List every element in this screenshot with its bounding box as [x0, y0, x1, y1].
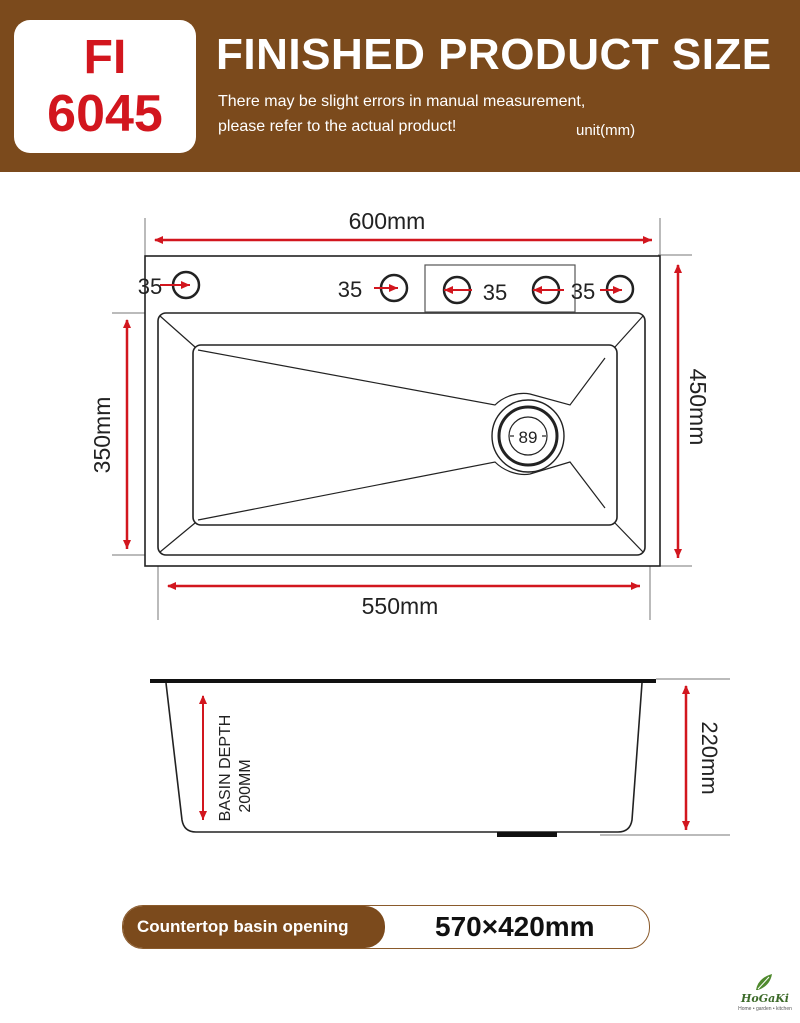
- drain-size-label: 89: [518, 428, 538, 447]
- countertop-opening-value: 570×420mm: [435, 911, 595, 942]
- countertop-opening-label-bg: [123, 906, 385, 948]
- hole-label-4: 35: [570, 279, 596, 304]
- model-prefix: FI: [83, 31, 127, 84]
- brand-tagline: Home • garden • kitchen: [738, 1006, 792, 1012]
- basin-width-label: 550mm: [361, 593, 439, 619]
- dimension-basin-width-550: [168, 586, 640, 619]
- height-label: 450mm: [685, 368, 711, 446]
- width-label: 600mm: [348, 208, 426, 234]
- leaf-icon: [754, 972, 776, 992]
- basin-height-label: 350mm: [89, 396, 115, 474]
- dimension-height-450: [678, 265, 711, 558]
- countertop-opening-label: Countertop basin opening: [137, 917, 349, 936]
- sink-side-view: [150, 679, 730, 837]
- basin-depth-label-line2: 200MM: [237, 759, 254, 813]
- side-drain: [497, 832, 557, 837]
- sink-top-view: [112, 218, 692, 620]
- measurement-note-line2: please refer to the actual product!: [218, 118, 457, 135]
- unit-label: unit(mm): [576, 122, 636, 139]
- dimension-basin-height-350: [89, 320, 127, 549]
- basin-depth-label-line1: BASIN DEPTH: [217, 714, 234, 822]
- brand-name: HoGaKi: [741, 992, 789, 1005]
- measurement-note-line1: There may be slight errors in manual measurement,: [218, 93, 586, 110]
- countertop-opening-bar: [122, 905, 650, 949]
- model-number: 6045: [47, 85, 163, 143]
- hole-label-2: 35: [337, 277, 363, 302]
- dimension-width-600: [155, 208, 652, 240]
- brand-logo: [734, 972, 796, 1018]
- side-height-label: 220mm: [697, 721, 722, 795]
- hole-label-1: 35: [137, 274, 163, 299]
- page-title: FINISHED PRODUCT SIZE: [216, 30, 772, 79]
- hole-label-3: 35: [482, 280, 508, 305]
